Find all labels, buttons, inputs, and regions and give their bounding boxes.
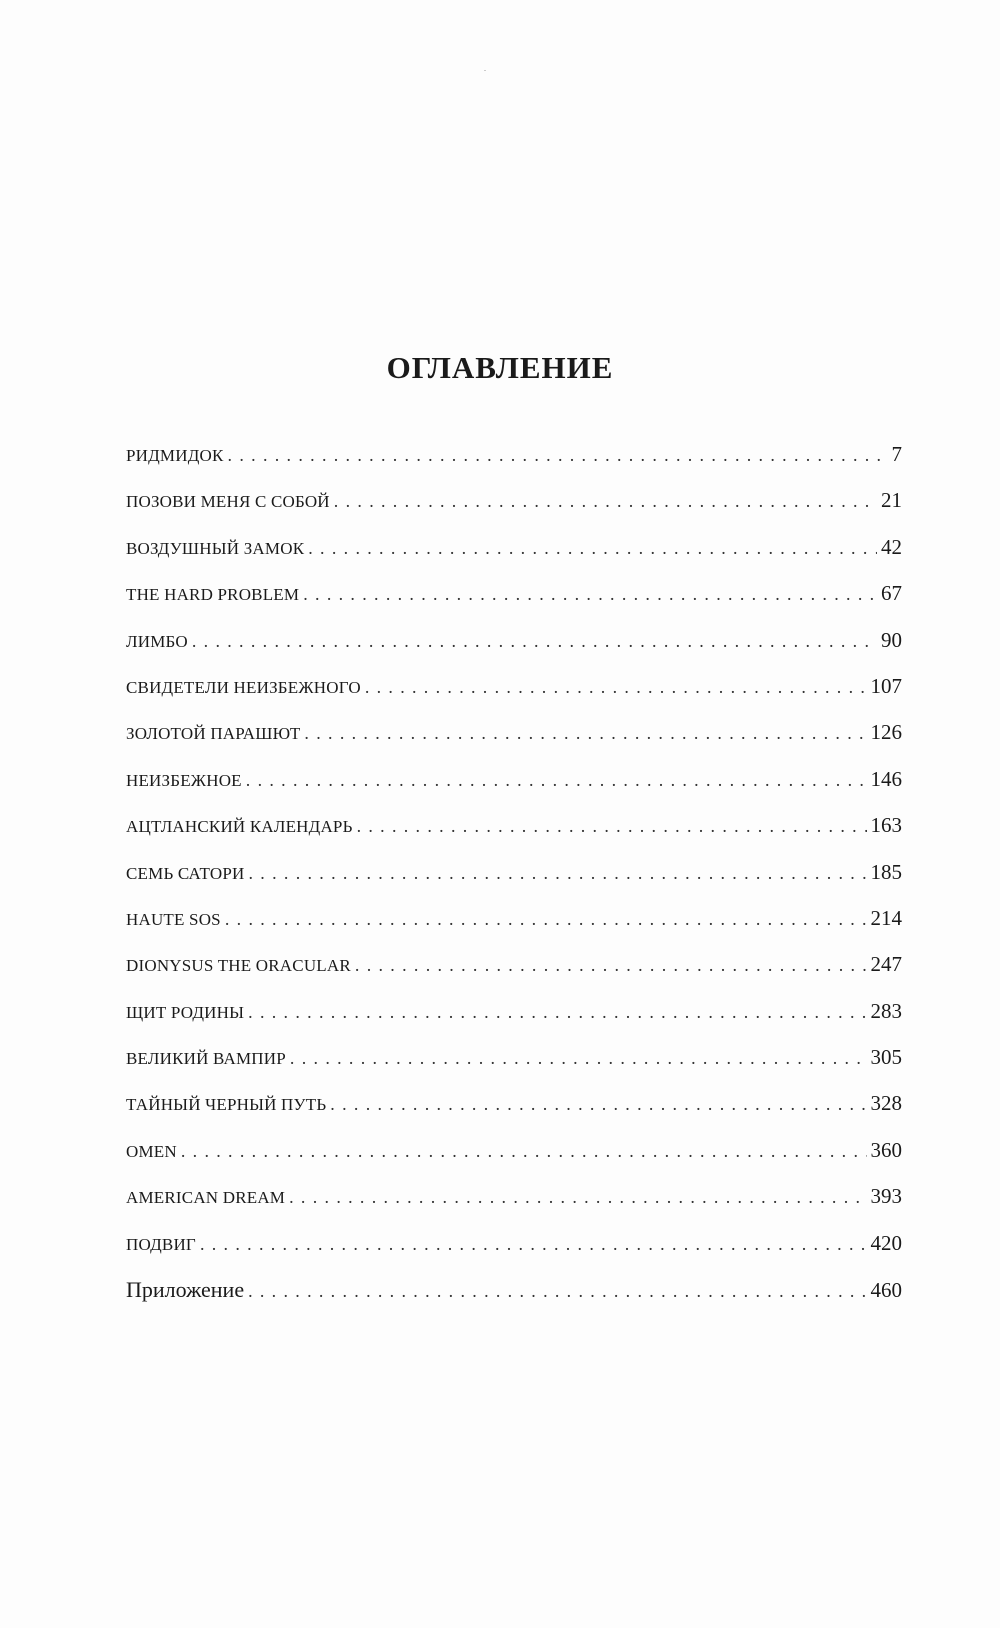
toc-entry (126, 1184, 902, 1230)
toc-entry-page: 21 (881, 488, 902, 513)
toc-leader-dots (303, 584, 877, 605)
toc-leader-dots (357, 816, 867, 837)
toc-entry-page: 360 (870, 1137, 902, 1162)
toc-leader-dots (330, 1094, 866, 1115)
toc-entry-title: Приложение (126, 1277, 245, 1303)
table-of-contents (126, 442, 902, 1323)
toc-leader-dots (246, 770, 867, 791)
toc-entry-title: ПОДВИГ (126, 1234, 196, 1254)
toc-leader-dots (248, 1281, 866, 1302)
toc-leader-dots (365, 677, 867, 698)
toc-leader-dots (334, 491, 877, 512)
toc-entry-page: 7 (891, 442, 902, 466)
toc-entry-page: 67 (881, 581, 902, 606)
toc-entry-page: 460 (870, 1278, 902, 1303)
toc-entry (126, 906, 902, 952)
toc-entry-title: DIONYSUS THE ORACULAR (126, 956, 351, 976)
toc-entry-page: 305 (870, 1045, 902, 1070)
toc-entry-title: AMERICAN DREAM (126, 1188, 286, 1208)
toc-leader-dots (308, 538, 877, 559)
toc-entry-page: 214 (870, 905, 902, 930)
toc-entry-title: РИДМИДОК (126, 446, 224, 465)
toc-entry (126, 813, 902, 859)
toc-entry (126, 488, 902, 534)
toc-entry-title: АЦТЛАНСКИЙ КАЛЕНДАРЬ (126, 817, 353, 837)
toc-leader-dots (192, 631, 877, 652)
toc-entry-title: HAUTE SOS (126, 909, 221, 929)
toc-entry-appendix (126, 1277, 902, 1323)
toc-leader-dots (181, 1141, 867, 1162)
toc-entry-title: OMEN (126, 1141, 177, 1161)
toc-entry (126, 581, 902, 627)
toc-entry-title: ВЕЛИКИЙ ВАМПИР (126, 1049, 286, 1069)
page-title: ОГЛАВЛЕНИЕ (386, 350, 614, 385)
page-speck (484, 70, 486, 71)
toc-entry-page: 328 (870, 1091, 902, 1116)
toc-leader-dots (290, 1048, 867, 1069)
toc-entry (126, 628, 902, 674)
toc-entry (126, 1045, 902, 1091)
toc-entry (126, 674, 902, 720)
toc-entry-page: 126 (870, 720, 902, 745)
toc-entry (126, 442, 902, 488)
toc-entry-page: 107 (870, 673, 902, 698)
toc-entry (126, 1231, 902, 1277)
toc-entry-title: THE HARD PROBLEM (126, 585, 300, 605)
toc-entry-title: ПОЗОВИ МЕНЯ С СОБОЙ (126, 492, 330, 512)
toc-leader-dots (289, 1187, 866, 1208)
toc-entry-page: 420 (870, 1230, 902, 1255)
toc-leader-dots (304, 723, 866, 744)
toc-entry-title: СЕМЬ САТОРИ (126, 863, 245, 883)
toc-entry (126, 999, 902, 1045)
toc-leader-dots (200, 1234, 867, 1255)
toc-entry (126, 720, 902, 766)
toc-leader-dots (228, 445, 888, 466)
toc-entry-page: 283 (870, 998, 902, 1023)
toc-leader-dots (248, 1002, 866, 1023)
toc-entry-page: 163 (870, 813, 902, 838)
toc-entry-page: 393 (870, 1184, 902, 1209)
toc-entry-title: ВОЗДУШНЫЙ ЗАМОК (126, 538, 305, 558)
toc-entry-title: ЗОЛОТОЙ ПАРАШЮТ (126, 724, 301, 744)
toc-entry (126, 860, 902, 906)
toc-entry-title: ЩИТ РОДИНЫ (126, 1002, 245, 1022)
toc-entry (126, 535, 902, 581)
toc-entry (126, 767, 902, 813)
toc-leader-dots (355, 955, 867, 976)
toc-entry (126, 1091, 902, 1137)
toc-leader-dots (225, 909, 867, 930)
toc-entry-page: 90 (881, 627, 902, 652)
toc-entry-title: ТАЙНЫЙ ЧЕРНЫЙ ПУТЬ (126, 1095, 327, 1115)
toc-entry-title: НЕИЗБЕЖНОЕ (126, 770, 242, 790)
toc-leader-dots (249, 863, 867, 884)
toc-entry-page: 247 (870, 952, 902, 977)
toc-entry-page: 146 (870, 766, 902, 791)
toc-entry-title: ЛИМБО (126, 631, 188, 651)
toc-entry (126, 952, 902, 998)
toc-entry (126, 1138, 902, 1184)
toc-entry-page: 185 (870, 859, 902, 884)
toc-entry-page: 42 (881, 534, 902, 559)
toc-entry-title: СВИДЕТЕЛИ НЕИЗБЕЖНОГО (126, 677, 361, 697)
